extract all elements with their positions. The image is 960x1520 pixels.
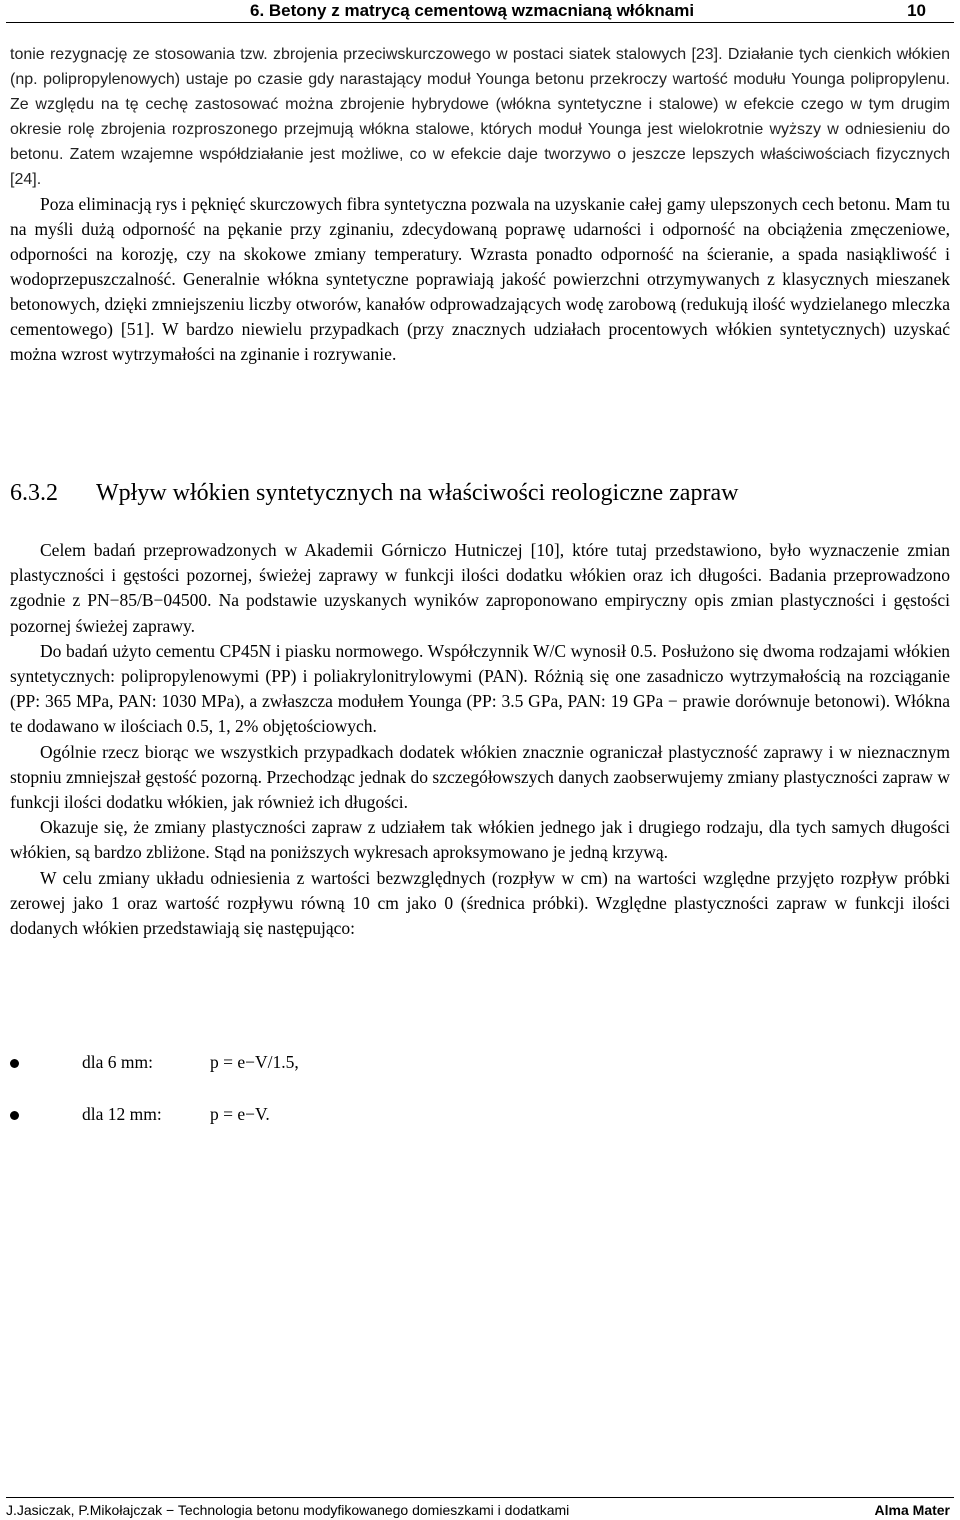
formula: p = e−V/1.5, — [210, 1052, 299, 1072]
intro-text — [10, 42, 950, 367]
paragraph: Celem badań przeprowadzonych w Akademii Górniczo Hutniczej [10], które tutaj przedstawiono, było wyznaczenie zmian plastyczności i gęstości pozornej, świeżej zaprawy w funkcji ilości dodatku włókien oraz ich długości. Badania przeprowadzono zgodnie z PN−85/B−04500. Na podstawie uzyskanych wyników zaproponowano empiryczny opis zmian plastyczności i gęstości pozornej świeżej zaprawy. — [10, 540, 950, 636]
formula-label: dla 6 mm: — [82, 1052, 153, 1072]
paragraph: Ogólnie rzecz biorąc we wszystkich przypadkach dodatek włókien znacznie ograniczał plastyczność zaprawy i w nieznacznym stopniu zmniejszał gęstość pozorną. Przechodząc jednak do szczegółowszych danych zaobserwujemy zmiany plastyczności zapraw w funkcji ilości dodatku włókien, jak również ich długości. — [10, 741, 950, 813]
bullet-icon — [10, 1111, 19, 1120]
bullet-icon — [10, 1059, 19, 1068]
section-title: Wpływ włókien syntetycznych na właściwości reologiczne zapraw — [96, 480, 739, 506]
chapter-title: 6. Betony z matrycą cementową wzmacnianą włóknami — [250, 1, 695, 20]
section-heading — [10, 480, 738, 507]
paragraph: tonie rezygnację ze stosowania tzw. zbrojenia przeciwskurczowego w postaci siatek stalowych [23]. Działanie tych cienkich włókien (np. polipropylenowych) ustaje po czasie gdy narastający moduł Younga betonu przekroczy wartość modułu Younga polipropylenu. Ze względu na tę cechę zastosować można zbrojenie hybrydowe (włókna syntetyczne i stalowe) w efekcie czego w tym drugim okresie rolę zbrojenia rozproszonego przejmują włókna stalowe, których moduł Younga jest wielokrotnie wyższy w odniesieniu do betonu. Zatem wzajemne współdziałanie jest możliwe, co w efekcie daje tworzywo o jeszcze lepszych właściwościach fizycznych [24]. — [10, 46, 950, 188]
page-header — [6, 0, 954, 23]
paragraph: Poza eliminacją rys i pęknięć skurczowych fibra syntetyczna pozwala na uzyskanie całej gamy ulepszonych cech betonu. Mam tu na myśli dużą odporność na pękanie przy zginaniu, zdecydowaną poprawę udarności i odporność na obciążenia zmęczeniowe, odporności na korozję, czy na skokowe zmiany temperatury. Wzrasta ponadto odporność na ścieranie, a spada nasiąkliwość i wodoprzepuszczalność. Generalnie włókna syntetyczne poprawiają jakość powierzchni otrzymywanych z klasycznych mieszanek betonowych, dzięki zmniejszeniu liczby otworów, kanałów odprowadzających wodę zarobową (redukują ilość wydzielanego mleczka cementowego) [51]. W bardzo niewielu przypadkach (przy znacznych udziałach procentowych włókien syntetycznych) uzyskać można wzrost wytrzymałości na zginanie i rozrywanie. — [10, 194, 950, 364]
formula-label: dla 12 mm: — [82, 1104, 162, 1124]
formula: p = e−V. — [210, 1104, 270, 1124]
page-footer — [6, 1497, 954, 1520]
section-number: 6.3.2 — [10, 480, 58, 506]
section-body — [10, 538, 950, 941]
footer-authors: J.Jasiczak, P.Mikołajczak − Technologia betonu modyfikowanego domieszkami i dodatkami — [6, 1502, 570, 1518]
footer-publisher: Alma Mater — [874, 1502, 950, 1518]
paragraph: Okazuje się, że zmiany plastyczności zapraw z udziałem tak włókien jednego jak i drugiego rodzaju, dla tych samych długości włókien, są bardzo zbliżone. Stąd na poniższych wykresach aproksymowano je jedną krzywą. — [10, 817, 950, 863]
paragraph: W celu zmiany układu odniesienia z wartości bezwzględnych (rozpływ w cm) na wartości względne przyjęto rozpływ próbki zerowej jako 1 oraz wartość rozpływu równą 10 cm jako 0 (średnica próbki). Względne plastyczności zapraw w funkcji ilości dodanych włókien przedstawiają się następująco: — [10, 867, 950, 939]
page-number: 10 — [907, 1, 926, 20]
paragraph: Do badań użyto cementu CP45N i piasku normowego. Współczynnik W/C wynosił 0.5. Posłużono się dwoma rodzajami włókien syntetycznych: polipropylenowymi (PP) i poliakrylonitrylowymi (PAN). Różnią się one zasadniczo wytrzymałością na rozciąganie (PP: 365 MPa, PAN: 1030 MPa), a zwłaszcza modułem Younga (PP: 3.5 GPa, PAN: 19 GPa − prawie dorównuje betonowi). Włókna te dodawano w ilościach 0.5, 1, 2% objętościowych. — [10, 640, 950, 737]
